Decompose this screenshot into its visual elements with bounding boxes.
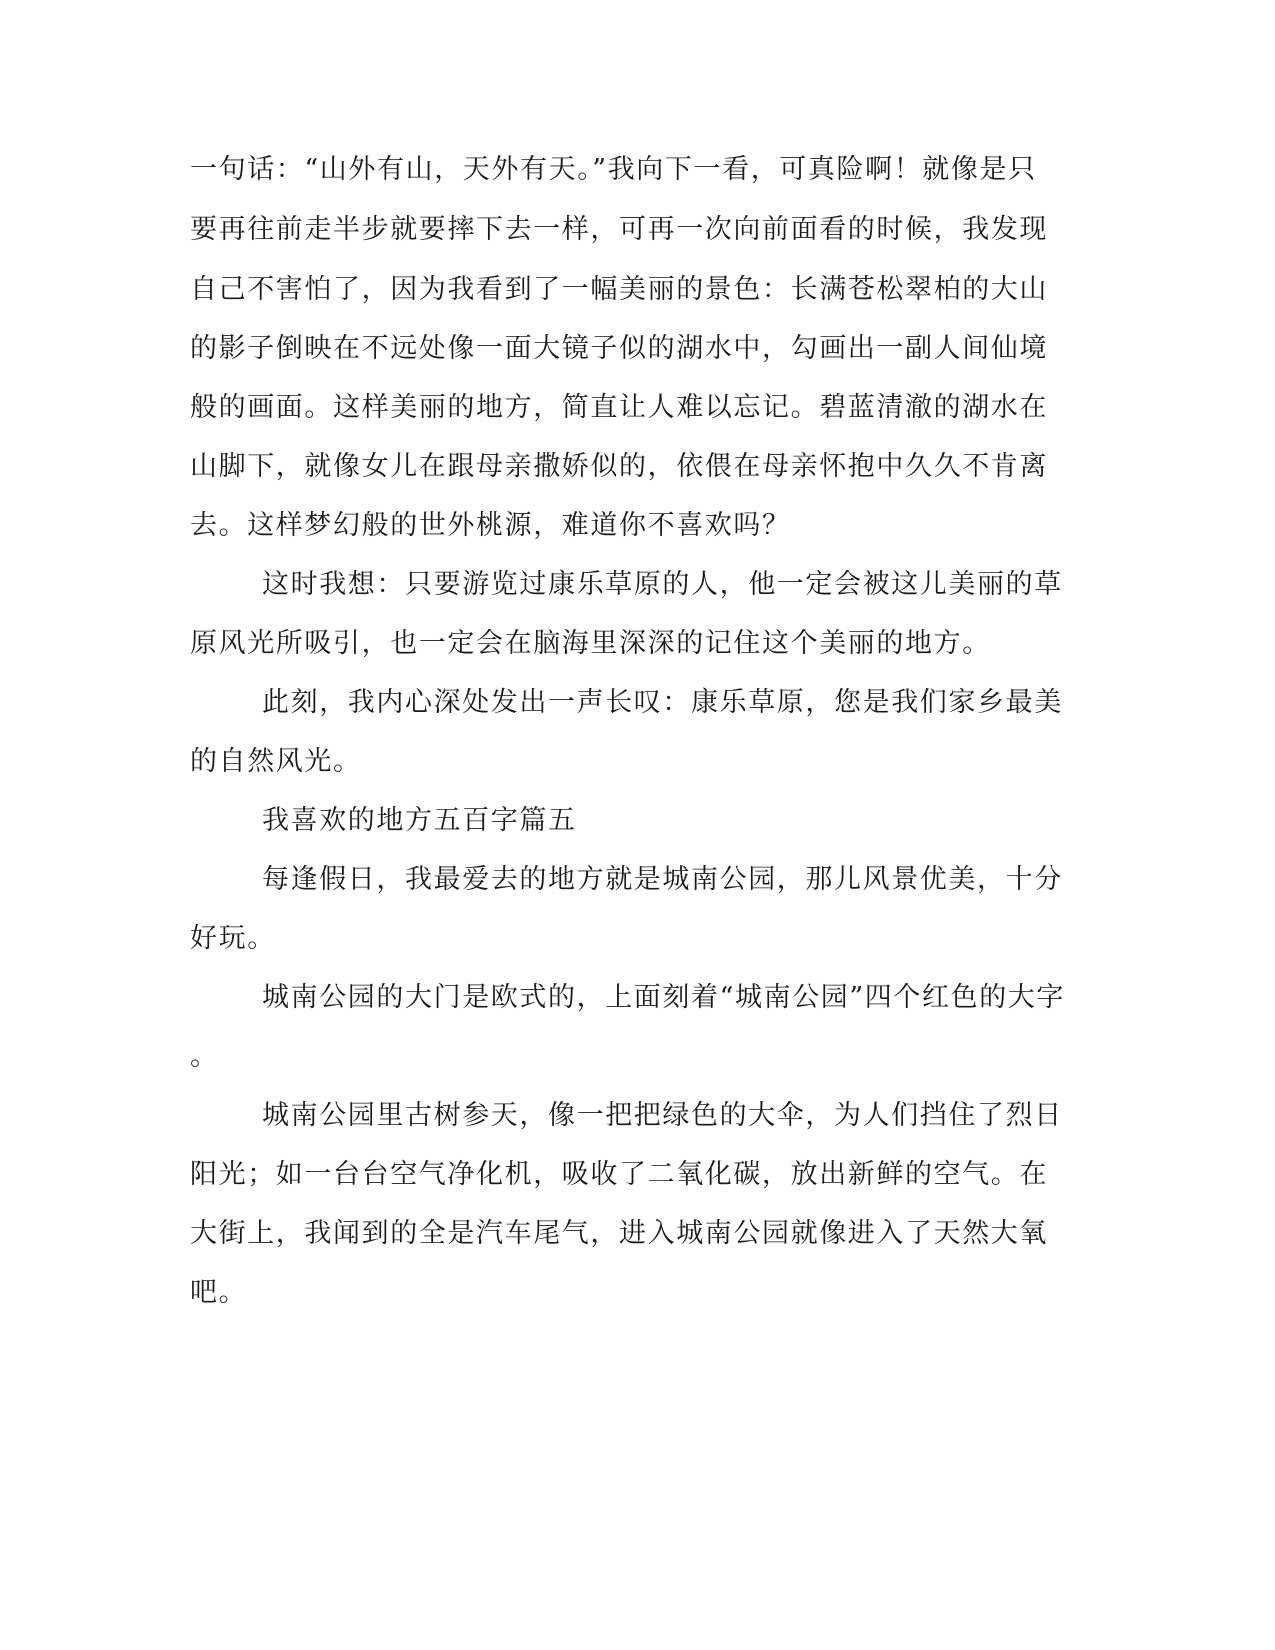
text-line: 大街上，我闻到的全是汽车尾气，进入城南公园就像进入了天然大氧 — [190, 1218, 1048, 1249]
text-line: 般的画面。这样美丽的地方，简直让人难以忘记。碧蓝清澈的湖水在 — [190, 392, 1048, 423]
paragraph-first-line: 每逢假日，我最爱去的地方就是城南公园，那儿风景优美，十分 — [262, 864, 1063, 895]
text-line: 山脚下，就像女儿在跟母亲撒娇似的，依偎在母亲怀抱中久久不肯离 — [190, 451, 1048, 482]
text-line: 自己不害怕了，因为我看到了一幅美丽的景色：长满苍松翠柏的大山 — [190, 274, 1048, 305]
text-line: 的影子倒映在不远处像一面大镜子似的湖水中，勾画出一副人间仙境 — [190, 333, 1048, 364]
paragraph-first-line: 这时我想：只要游览过康乐草原的人，他一定会被这儿美丽的草 — [262, 569, 1063, 600]
paragraph-first-line: 此刻，我内心深处发出一声长叹：康乐草原，您是我们家乡最美 — [262, 687, 1063, 718]
text-line: 去。这样梦幻般的世外桃源，难道你不喜欢吗？ — [190, 510, 791, 541]
text-line: 原风光所吸引，也一定会在脑海里深深的记住这个美丽的地方。 — [190, 628, 991, 659]
text-line: 。 — [190, 1041, 219, 1072]
section-heading: 我喜欢的地方五百字篇五 — [262, 805, 577, 836]
text-line: 吧。 — [190, 1277, 248, 1308]
paragraph-first-line: 城南公园里古树参天，像一把把绿色的大伞，为人们挡住了烈日 — [262, 1100, 1063, 1131]
text-line: 要再往前走半步就要摔下去一样，可再一次向前面看的时候，我发现 — [190, 214, 1048, 245]
paragraph-first-line: 城南公园的大门是欧式的，上面刻着“城南公园”四个红色的大字 — [262, 982, 1066, 1013]
text-line: 的自然风光。 — [190, 746, 362, 777]
text-line: 好玩。 — [190, 923, 276, 954]
text-line: 阳光；如一台台空气净化机，吸收了二氧化碳，放出新鲜的空气。在 — [190, 1159, 1048, 1190]
text-line: 一句话：“山外有山，天外有天。”我向下一看，可真险啊！就像是只 — [190, 154, 1037, 185]
